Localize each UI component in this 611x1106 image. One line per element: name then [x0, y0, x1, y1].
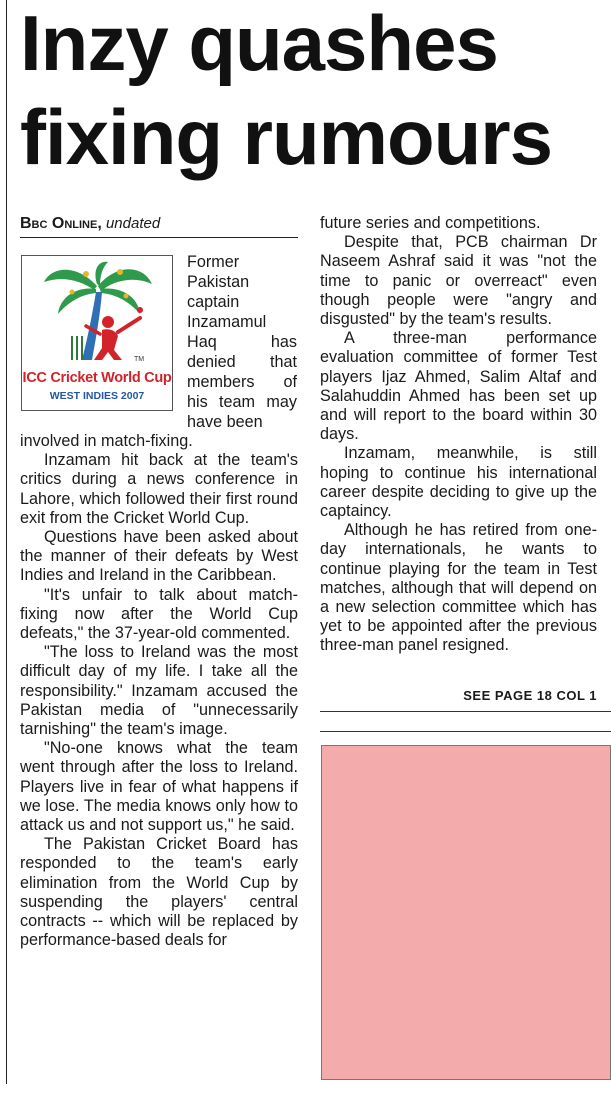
- byline: [20, 214, 298, 238]
- section-divider: [320, 731, 611, 732]
- headline: Inzy quashes fixing rumours: [20, 0, 553, 181]
- article-paragraph: involved in match-fixing.: [20, 432, 193, 450]
- logo-subtitle: WEST INDIES 2007: [49, 390, 145, 402]
- article-paragraph: The Pakistan Cricket Board has responded to the team's early elimination from the World Cup by suspending the players' central contracts -- which will be replaced by performance-based deals for: [20, 835, 298, 950]
- article-paragraph: Inzamam hit back at the team's critics during a news conference in Lahore, which followed their first round exit from the Cricket World Cup.: [20, 451, 298, 527]
- article-paragraph: "The loss to Ireland was the most difficult day of my life. I take all the responsibility." Inzamam accused the Pakistan media of "unnecessarily tarnishing" the team's image.: [20, 643, 298, 739]
- byline-date: undated: [105, 215, 161, 232]
- left-column-rule: [6, 0, 7, 1084]
- article-paragraph: Inzamam, meanwhile, is still hoping to continue his international career despite deciding to give up the captaincy.: [320, 444, 597, 521]
- article-paragraph: Questions have been asked about the manner of their defeats by West Indies and Ireland in the Caribbean.: [20, 528, 298, 585]
- byline-source: Bbc Online,: [20, 215, 102, 232]
- article-paragraph: future series and competitions.: [320, 214, 541, 232]
- article-column-1: [20, 432, 298, 950]
- article-lead-wrap: Former Pakistan captain Inzamamul Haq has denied that members of his team may have been: [187, 253, 297, 431]
- article-paragraph: Despite that, PCB chairman Dr Naseem Ashraf said it was "not the time to panic or overreact" even though people were "angry and disgusted" by the team's results.: [320, 233, 597, 329]
- section-divider: [320, 711, 611, 712]
- world-cup-logo: [21, 255, 173, 411]
- logo-trademark: TM: [134, 356, 145, 363]
- article-paragraph: Although he has retired from one-day internationals, he wants to continue playing for the team in Test matches, although that will depend on a new selection committee which has yet to be appointed after the previous three-man panel resigned.: [320, 521, 597, 655]
- article-paragraph: "No-one knows what the team went through after the loss to Ireland. Players live in fear of what happens if we lose. The media knows only how to attack us and not support us," he said.: [20, 739, 298, 835]
- ad-placeholder-box: [321, 745, 611, 1080]
- palm-tree-cricketer-icon: [22, 256, 172, 410]
- continuation-note: SEE PAGE 18 COL 1: [463, 688, 597, 703]
- article-paragraph: A three-man performance evaluation committee of former Test players Ijaz Ahmed, Salim Altaf and Salahuddin Ahmed has been set up and will report to the board within 30 days.: [320, 329, 597, 444]
- article-paragraph: "It's unfair to talk about match-fixing now after the World Cup defeats," the 37-year-old commented.: [20, 585, 298, 643]
- article-column-2: [320, 214, 597, 656]
- logo-title: ICC Cricket World Cup: [22, 370, 172, 386]
